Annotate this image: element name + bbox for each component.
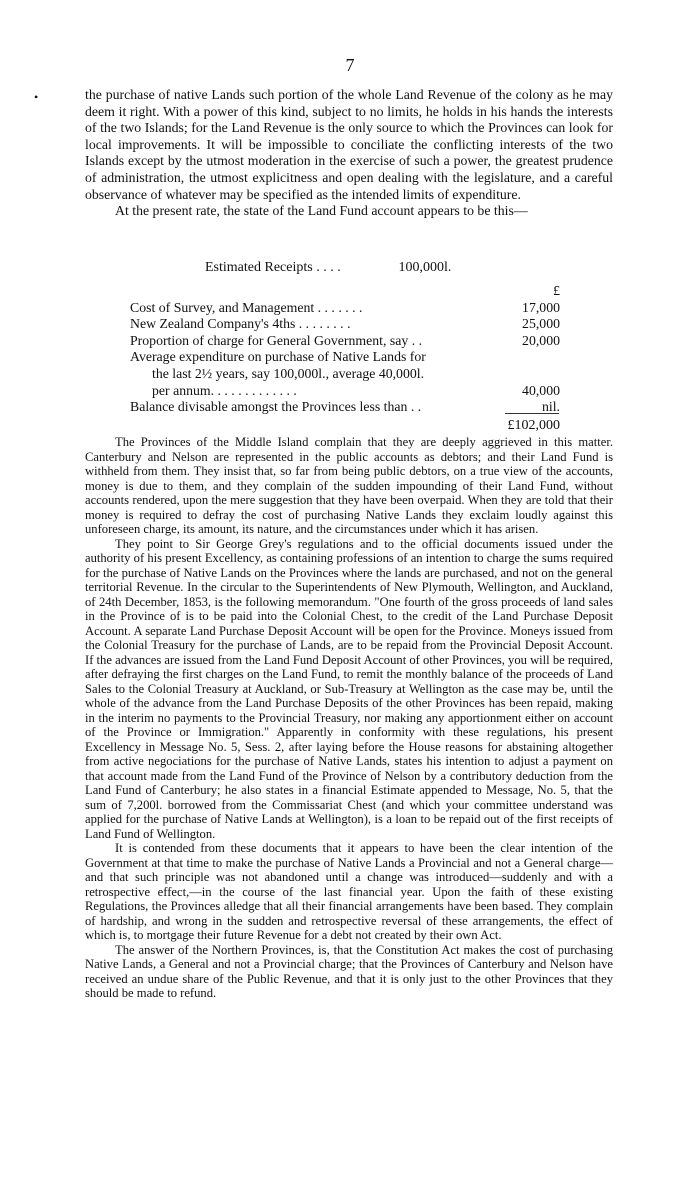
ledger-row bbox=[130, 383, 560, 400]
main-text bbox=[85, 435, 613, 1001]
opening-paragraphs bbox=[85, 87, 613, 220]
ledger-desc: the last 2½ years, say 100,000l., average 40,000l. bbox=[152, 365, 425, 381]
ledger-row bbox=[130, 399, 560, 416]
currency-symbol: £ bbox=[553, 283, 560, 298]
ledger-desc: Proportion of charge for General Government, say . . bbox=[130, 332, 423, 348]
ledger-amount bbox=[490, 349, 560, 366]
margin-mark: • bbox=[34, 90, 39, 104]
ledger-row bbox=[130, 333, 560, 350]
land-fund-ledger bbox=[130, 283, 560, 416]
estimated-receipts bbox=[205, 260, 451, 276]
paragraph-1: the purchase of native Lands such portion of the whole Land Revenue of the colony as he may deem it right. With a power of this kind, subject to no limits, he holds in his hands the interests of the two Islands; for the Land Revenue is the only source to which the Provinces can look for local improvements. It will be impossible to conciliate the conflicting interests of the two Islands except by the utmost moderation in the exercise of such a power, the greatest prudence of administration, the utmost explicitness and open dealing with the legislature, and a careful observance of whatever may be specified as the intended limits of expenditure. bbox=[85, 87, 613, 202]
paragraph-2: At the present rate, the state of the Land Fund account appears to be this— bbox=[115, 203, 528, 219]
paragraph-4: They point to Sir George Grey's regulations and to the official documents issued under the authority of his present Excellency, as containing professions of an intention to charge the sums required for the purchase of Native Lands on the Provinces where the lands are purchased, and not on the general territorial Revenue. In the circular to the Superintendents of New Plymouth, Wellington, and Auckland, of 24th December, 1853, is the following memorandum. "One fourth of the gross proceeds of land sales in the Province of is to be paid into the Colonial Chest, to the credit of the Land Purchase Deposit Account. A separate Land Purchase Deposit Account will be open for the Province. Moneys issued from the Colonial Treasury for the purchase of Lands, are to be repaid from the Provincial Deposit Account. If the advances are issued from the Land Fund Deposit Account of other Provinces, you will be required, after defraying the first charges on the Land Fund, to remit the monthly balance of the proceeds of Land Sales to the Colonial Treasury at Auckland, or Sub-Treasury at Wellington as the case may be, until the whole of the advance from the Land Purchase Deposits of the other Provinces has been repaid, making in the interim no payments to the Provincial Treasury, nor making any apportionment either on account of the Province or Immigration." Apparently in conformity with these regulations, his present Excellency in Message No. 5, Sess. 2, after laying before the House reasons for abstaining altogether from active negociations for the purchase of Native Lands, states his intention to adjust a payment on that account made from the Land Fund of the Province of Nelson by a contributory deduction from the Land Fund of Canterbury; he also states in a financial Estimate appended to Message, No. 5, that the sum of 7,200l. borrowed from the Commissariat Chest (and which your committee understand was applied for the purchase of Native Lands at Wellington), is a loan to be repaid out of the first receipts of Land Fund of Wellington. bbox=[85, 536, 613, 841]
ledger-desc: Balance divisable amongst the Provinces less than . . bbox=[130, 399, 422, 415]
total-rule bbox=[505, 413, 559, 414]
ledger-amount: nil. bbox=[541, 399, 560, 415]
ledger-desc: Average expenditure on purchase of Native Lands for bbox=[130, 349, 426, 365]
ledger-desc: New Zealand Company's 4ths . . . . . . . . bbox=[130, 316, 351, 332]
ledger-row bbox=[130, 349, 560, 366]
ledger-amount: 25,000 bbox=[522, 316, 560, 332]
receipts-label: Estimated Receipts . . . . bbox=[205, 260, 341, 275]
ledger-row bbox=[130, 316, 560, 333]
ledger-desc: per annum. . . . . . . . . . . . . bbox=[152, 382, 297, 398]
receipts-value: 100,000l. bbox=[398, 260, 452, 275]
ledger-total: £102,000 bbox=[507, 418, 560, 433]
ledger-amount: 40,000 bbox=[522, 382, 560, 398]
paragraph-3: The Provinces of the Middle Island complain that they are deeply aggrieved in this matter. Canterbury and Nelson are represented in the public accounts as debtors; and their Land Fund is withheld from them. They insist that, so far from being public debtors, on a true view of the accounts, money is due to them, and they complain of the sudden impounding of their Land Fund, without accounts rendered, upon the mere suggestion that they have been overpaid. When they are told that their money is required to defray the cost of purchasing Native Lands they exclaim loudly against this unforeseen charge, its amount, its nature, and the circumstances under which it has arisen. bbox=[85, 435, 613, 536]
ledger-amount bbox=[490, 366, 560, 383]
paragraph-6: The answer of the Northern Provinces, is, that the Constitution Act makes the cost of purchasing Native Lands, a General and not a Provincial charge; that the Provinces of Canterbury and Nelson have received an undue share of the Public Revenue, and that it is only just to the other Provinces that they should be made to refund. bbox=[85, 942, 613, 1000]
ledger-amount: 20,000 bbox=[522, 332, 560, 348]
paragraph-5: It is contended from these documents that it appears to have been the clear intention of the Government at that time to make the purchase of Native Lands a Provincial and not a General charge—and that such principle was not abandoned until a change was introduced—suddenly and with a retrospective effect,—in the course of the last financial year. Upon the faith of these existing Regulations, the Provinces alledge that all their financial arrangements have been based. They complain of hardship, and wrong in the sudden and retrospective reversal of these arrangements, the effect of which is, to mortgage their future Revenue for a debt not created by their own Act. bbox=[85, 841, 613, 942]
ledger-desc: Cost of Survey, and Management . . . . . . . bbox=[130, 299, 363, 315]
ledger-row bbox=[130, 366, 560, 383]
page-number: 7 bbox=[345, 55, 355, 75]
ledger-row bbox=[130, 300, 560, 317]
ledger-amount: 17,000 bbox=[522, 299, 560, 315]
